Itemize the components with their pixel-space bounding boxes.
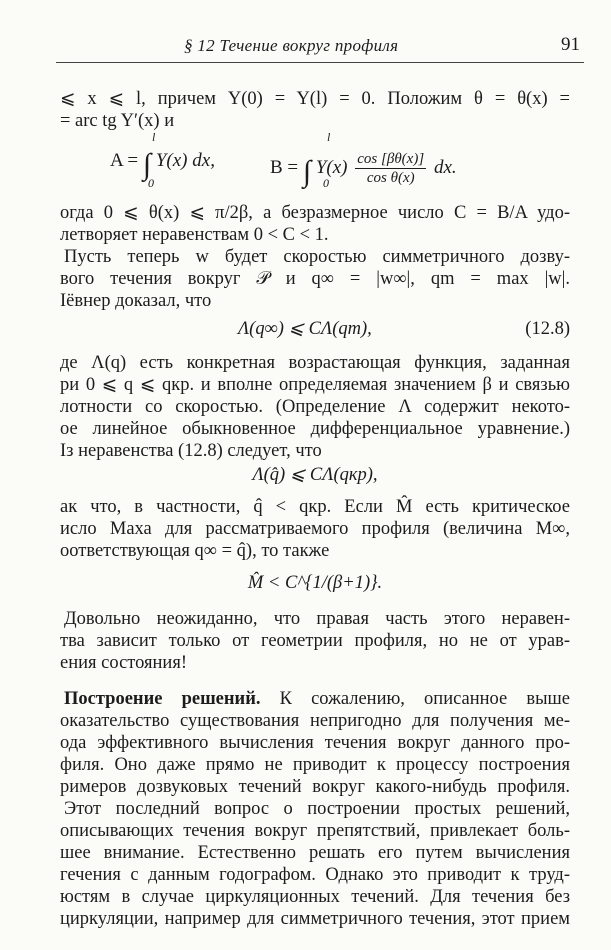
integral-sign-icon: ∫ — [302, 154, 312, 188]
text-line: шее внимание. Естественно решать его путем вычисления — [60, 843, 570, 863]
text-line: филя. Оно даже прямо не приводит к процессу построения — [60, 755, 570, 775]
section-heading: Построение решений. — [64, 689, 261, 709]
text-line: ⩽ x ⩽ l, причем Y(0) = Y(l) = 0. Положим θ = θ(x) = — [60, 89, 570, 109]
text-line: описывающих течения вокруг препятствий, привлекает боль- — [60, 821, 570, 841]
text-line: огда 0 ⩽ θ(x) ⩽ π/2β, а безразмерное число C = B/A удо- — [60, 203, 570, 223]
text-line: летворяет неравенствам 0 < C < 1. — [60, 225, 329, 245]
text-line: циркуляции, например для симметричного течения, этот прием — [60, 909, 570, 929]
text-line: лотности со скоростью. (Определение Λ содержит некото- — [60, 397, 570, 417]
running-header — [56, 34, 584, 63]
equation-body: Λ(q∞) ⩽ CΛ(qm), — [238, 319, 372, 339]
text-line: Довольно неожиданно, что правая часть этого неравен- — [64, 609, 570, 629]
inequality: Λ(q̂) ⩽ CΛ(qкр), — [252, 465, 378, 485]
text-line: Іёвнер доказал, что — [60, 291, 212, 311]
text-line: вого течения вокруг 𝒫 и q∞ = |w∞|, qm = max |w|. — [60, 269, 570, 289]
text-line: Этот последний вопрос о построении простых решений, — [64, 799, 570, 819]
equation-number: (12.8) — [525, 319, 570, 339]
text-line: де Λ(q) есть конкретная возрастающая функция, заданная — [60, 353, 570, 373]
text-line: = arc tg Y′(x) и — [60, 111, 175, 131]
text-line: юстям в случае циркуляционных течений. Для течения без — [60, 887, 570, 907]
text-line: ое линейное обыкновенное дифференциальное уравнение.) — [60, 419, 570, 439]
text-line: гечения с данным годографом. Однако это приводит к труд- — [60, 865, 570, 885]
upper-limit: l — [327, 130, 331, 144]
text-line: римеров дозвуковых течений вокруг какого-нибудь профиля. — [60, 777, 570, 797]
text-line: ри 0 ⩽ q ⩽ qкр. и вполне определяемая значением β и связью — [60, 375, 570, 395]
text-line: Із неравенства (12.8) следует, что — [60, 441, 322, 461]
upper-limit: l — [152, 130, 156, 144]
section-first-line: Построение решений. К сожалению, описанное выше — [64, 689, 570, 709]
text-line: исло Маха для рассматриваемого профиля (величина M∞, — [60, 519, 570, 539]
integral-formula — [60, 132, 570, 192]
lower-limit: 0 — [323, 176, 329, 190]
integral-sign-icon: ∫ — [142, 148, 152, 181]
text-line: оказательство существования непригодно для получения ме- — [60, 711, 570, 731]
text-line: Пусть теперь w будет скоростью симметричного дозву- — [64, 247, 570, 267]
header-title: § 12 Течение вокруг профиля — [184, 36, 399, 55]
text-line: тва зависит только от геометрии профиля, но не от урав- — [60, 631, 570, 651]
text-line: ения состояния! — [60, 653, 187, 673]
text-line: ода эффективного вычисления течения вокруг данного про- — [60, 733, 570, 753]
fraction: $\frac{\cos [\beta\theta(x)]}{\text{cos θ(x)}}$ — [357, 151, 425, 186]
text-line: ак что, в частности, q̂ < qкр. Если M̂ есть критическое — [60, 497, 570, 517]
integral-b: B = ∫ Y(x) $\frac{\cos [\beta\theta(x)]}{\text{cos θ(x)}}$ dx. — [270, 151, 457, 188]
text-line: оответствующая q∞ = q̂), то также — [60, 541, 330, 561]
mach-inequality: M̂ < C^{1/(β+1)}. — [247, 573, 383, 593]
lower-limit: 0 — [148, 176, 154, 190]
page-number: 91 — [561, 34, 580, 55]
integral-a: A = ∫ Y(x) dx, — [110, 148, 215, 181]
